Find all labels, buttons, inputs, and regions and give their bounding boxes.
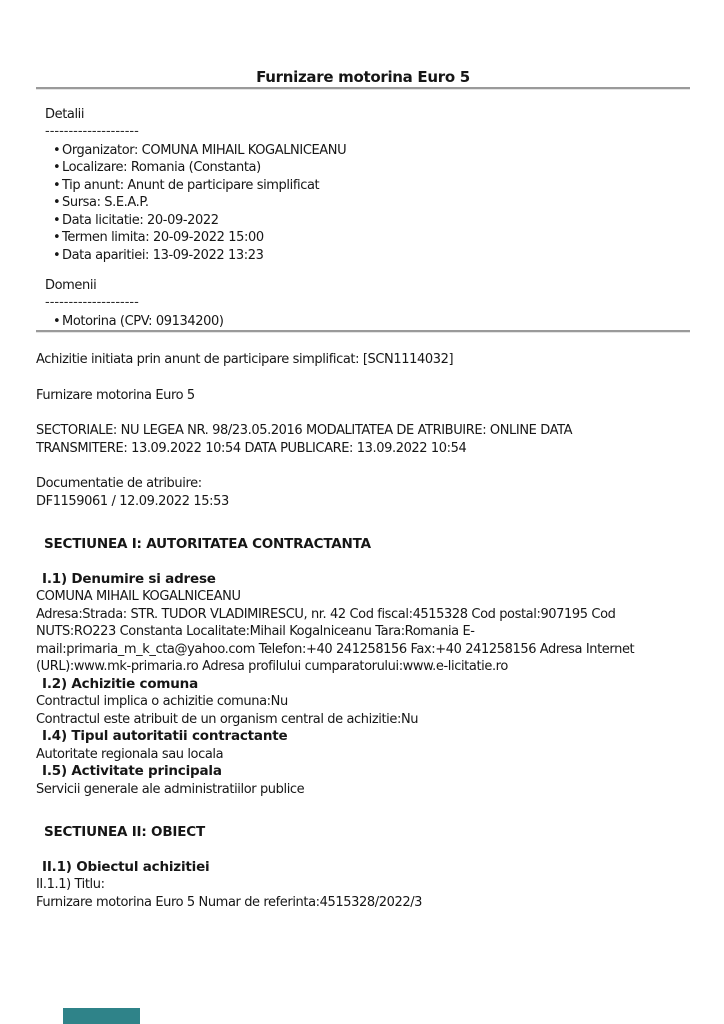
sectoriale-line: SECTORIALE: NU LEGEA NR. 98/23.05.2016 MODALITATEA DE ATRIBUIRE: ONLINE DATA xyxy=(36,423,573,438)
domenii-dashed-divider: -------------------- xyxy=(45,294,139,310)
heading-i1: I.1) Denumire si adrese xyxy=(42,570,216,587)
notice-body xyxy=(36,351,690,911)
address-line: mail:primaria_m_k_cta@yahoo.com Telefon:+40 241258156 Fax:+40 241258156 Adresa Internet xyxy=(36,641,635,657)
address-line: NUTS:RO223 Constanta Localitate:Mihail Kogalniceanu Tara:Romania E- xyxy=(36,624,475,639)
list-item: • Organizator: COMUNA MIHAIL KOGALNICEANU xyxy=(36,142,690,160)
list-item: • Data licitatie: 20-09-2022 xyxy=(36,212,690,230)
i4-line: Autoritate regionala sau locala xyxy=(36,746,224,762)
ii11-label: II.1.1) Titlu: xyxy=(36,877,105,892)
list-item: • Data aparitiei: 13-09-2022 13:23 xyxy=(36,247,690,265)
intro-line: Achizitie initiata prin anunt de participare simplificat: [SCN1114032] xyxy=(36,352,454,367)
domenii-section xyxy=(36,277,690,330)
detalii-section xyxy=(36,106,690,264)
list-item: • Termen limita: 20-09-2022 15:00 xyxy=(36,229,690,247)
page-title: Furnizare motorina Euro 5 xyxy=(256,68,470,86)
detalii-list xyxy=(36,142,690,265)
domenii-heading: Domenii xyxy=(45,278,97,293)
list-item: • Localizare: Romania (Constanta) xyxy=(36,159,690,177)
list-item: • Tip anunt: Anunt de participare simplificat xyxy=(36,177,690,195)
subject-line: Furnizare motorina Euro 5 xyxy=(36,387,195,403)
heading-i5: I.5) Activitate principala xyxy=(42,763,222,779)
heading-ii1: II.1) Obiectul achizitiei xyxy=(42,858,210,875)
detalii-heading: Detalii xyxy=(45,107,85,122)
documentatie-value: DF1159061 / 12.09.2022 15:53 xyxy=(36,493,229,509)
i2-line: Contractul implica o achizitie comuna:Nu xyxy=(36,694,288,709)
sectoriale-line: TRANSMITERE: 13.09.2022 10:54 DATA PUBLICARE: 13.09.2022 10:54 xyxy=(36,440,467,456)
documentatie-label: Documentatie de atribuire: xyxy=(36,476,202,491)
top-divider xyxy=(36,87,690,90)
address-line: (URL):www.mk-primaria.ro Adresa profilului cumparatorului:www.e-licitatie.ro xyxy=(36,659,508,674)
authority-address xyxy=(36,606,690,676)
heading-i2: I.2) Achizitie comuna xyxy=(42,675,199,692)
ii11-value: Furnizare motorina Euro 5 Numar de referinta:4515328/2022/3 xyxy=(36,894,423,910)
footer-accent-bar xyxy=(63,1008,140,1024)
section-1-heading: SECTIUNEA I: AUTORITATEA CONTRACTANTA xyxy=(44,536,371,552)
middle-divider xyxy=(36,330,690,333)
heading-i4: I.4) Tipul autoritatii contractante xyxy=(42,728,288,744)
sectoriale-paragraph xyxy=(36,422,690,457)
domenii-list xyxy=(36,313,690,331)
address-line: Adresa:Strada: STR. TUDOR VLADIMIRESCU, nr. 42 Cod fiscal:4515328 Cod postal:907195 Cod xyxy=(36,606,616,622)
i5-line: Servicii generale ale administratiilor publice xyxy=(36,781,305,797)
list-item: • Sursa: S.E.A.P. xyxy=(36,194,690,212)
i2-line: Contractul este atribuit de un organism central de achizitie:Nu xyxy=(36,711,419,727)
section-2-heading: SECTIUNEA II: OBIECT xyxy=(44,824,205,840)
list-item: • Motorina (CPV: 09134200) xyxy=(36,313,690,331)
authority-name: COMUNA MIHAIL KOGALNICEANU xyxy=(36,589,241,604)
documentatie-paragraph xyxy=(36,475,690,510)
detalii-dashed-divider: -------------------- xyxy=(45,123,139,139)
